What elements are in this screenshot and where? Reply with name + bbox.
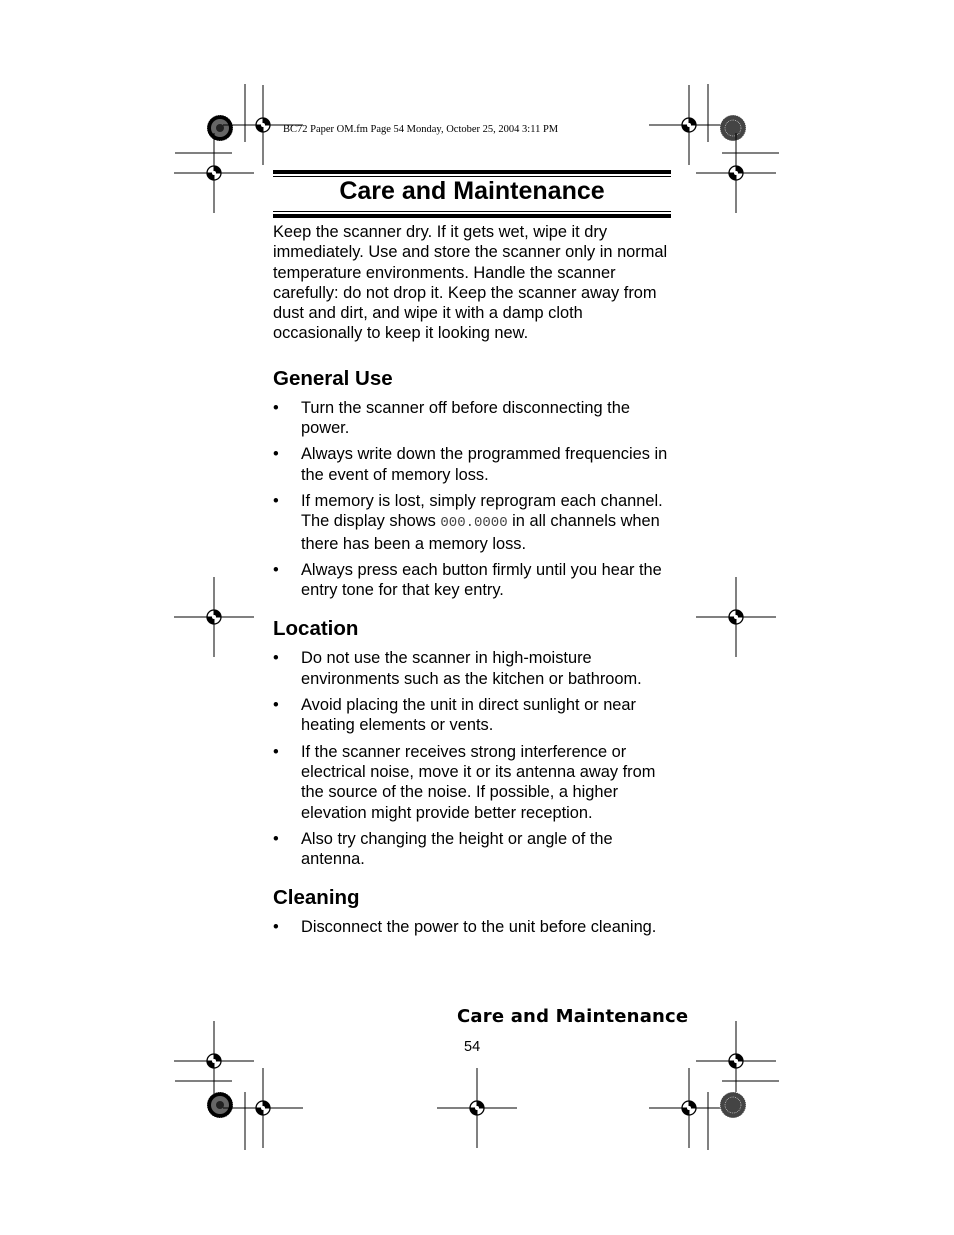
- crosshair-mark-icon: [649, 85, 729, 165]
- footer-section-title: Care and Maintenance: [457, 1006, 689, 1027]
- bullet-list: [273, 917, 669, 937]
- starburst-mark-icon: [720, 1092, 746, 1118]
- list-item: • Disconnect the power to the unit before cleaning.: [273, 917, 669, 937]
- section-heading: Location: [273, 617, 359, 641]
- page-number: 54: [464, 1039, 481, 1055]
- list-item: • Avoid placing the unit in direct sunlight or near heating elements or vents.: [273, 695, 669, 736]
- main-content: [273, 222, 669, 944]
- crosshair-mark-icon: [696, 133, 776, 213]
- list-item: • Always press each button firmly until you hear the entry tone for that key entry.: [273, 560, 669, 601]
- title-rule-bottom: [273, 214, 671, 218]
- print-slug: BC72 Paper OM.fm Page 54 Monday, October 25, 2004 3:11 PM: [283, 124, 559, 135]
- starburst-mark-icon: [207, 115, 233, 141]
- crosshair-mark-icon: [174, 1021, 254, 1101]
- list-item: • Also try changing the height or angle of the antenna.: [273, 829, 669, 870]
- list-item: [273, 491, 669, 554]
- crosshair-mark-icon: [649, 1068, 729, 1148]
- display-readout: 000.0000: [440, 515, 508, 532]
- title-rule-bottom-thin: [273, 211, 671, 212]
- crosshair-mark-icon: [174, 577, 254, 657]
- list-item: • Do not use the scanner in high-moisture environments such as the kitchen or bathroom.: [273, 648, 669, 689]
- item-text: in all channels when there has been a memory loss.: [301, 512, 660, 553]
- bullet-list: [273, 648, 669, 869]
- section-cleaning: [273, 885, 669, 937]
- starburst-mark-icon: [720, 115, 746, 141]
- crosshair-mark-icon: [174, 133, 254, 213]
- section-location: [273, 616, 669, 869]
- crosshair-mark-icon: [696, 577, 776, 657]
- section-heading: General Use: [273, 366, 393, 390]
- page-title: Care and Maintenance: [339, 177, 605, 205]
- item-text: If memory is lost, simply reprogram each channel. The display shows: [301, 491, 663, 531]
- starburst-mark-icon: [207, 1092, 233, 1118]
- intro-paragraph: Keep the scanner dry. If it gets wet, wipe it dry immediately. Use and store the scanner only in normal temperature environments. Handle the scanner carefully: do not drop it. Keep the scanner away from dust and dirt, and wipe it with a damp cloth occasionally to keep it looking new.: [273, 223, 668, 343]
- list-item: • If the scanner receives strong interference or electrical noise, move it or its antenna away from the source of the noise. If possible, a higher elevation might provide better reception.: [273, 742, 669, 823]
- crosshair-mark-icon: [696, 1021, 776, 1101]
- list-item: • Always write down the programmed frequencies in the event of memory loss.: [273, 444, 669, 485]
- crosshair-mark-icon: [223, 1068, 303, 1148]
- list-item: • Turn the scanner off before disconnecting the power.: [273, 398, 669, 439]
- bullet-list: [273, 398, 669, 601]
- crosshair-mark-icon: [437, 1068, 517, 1148]
- section-heading: Cleaning: [273, 886, 360, 910]
- section-general-use: [273, 366, 669, 601]
